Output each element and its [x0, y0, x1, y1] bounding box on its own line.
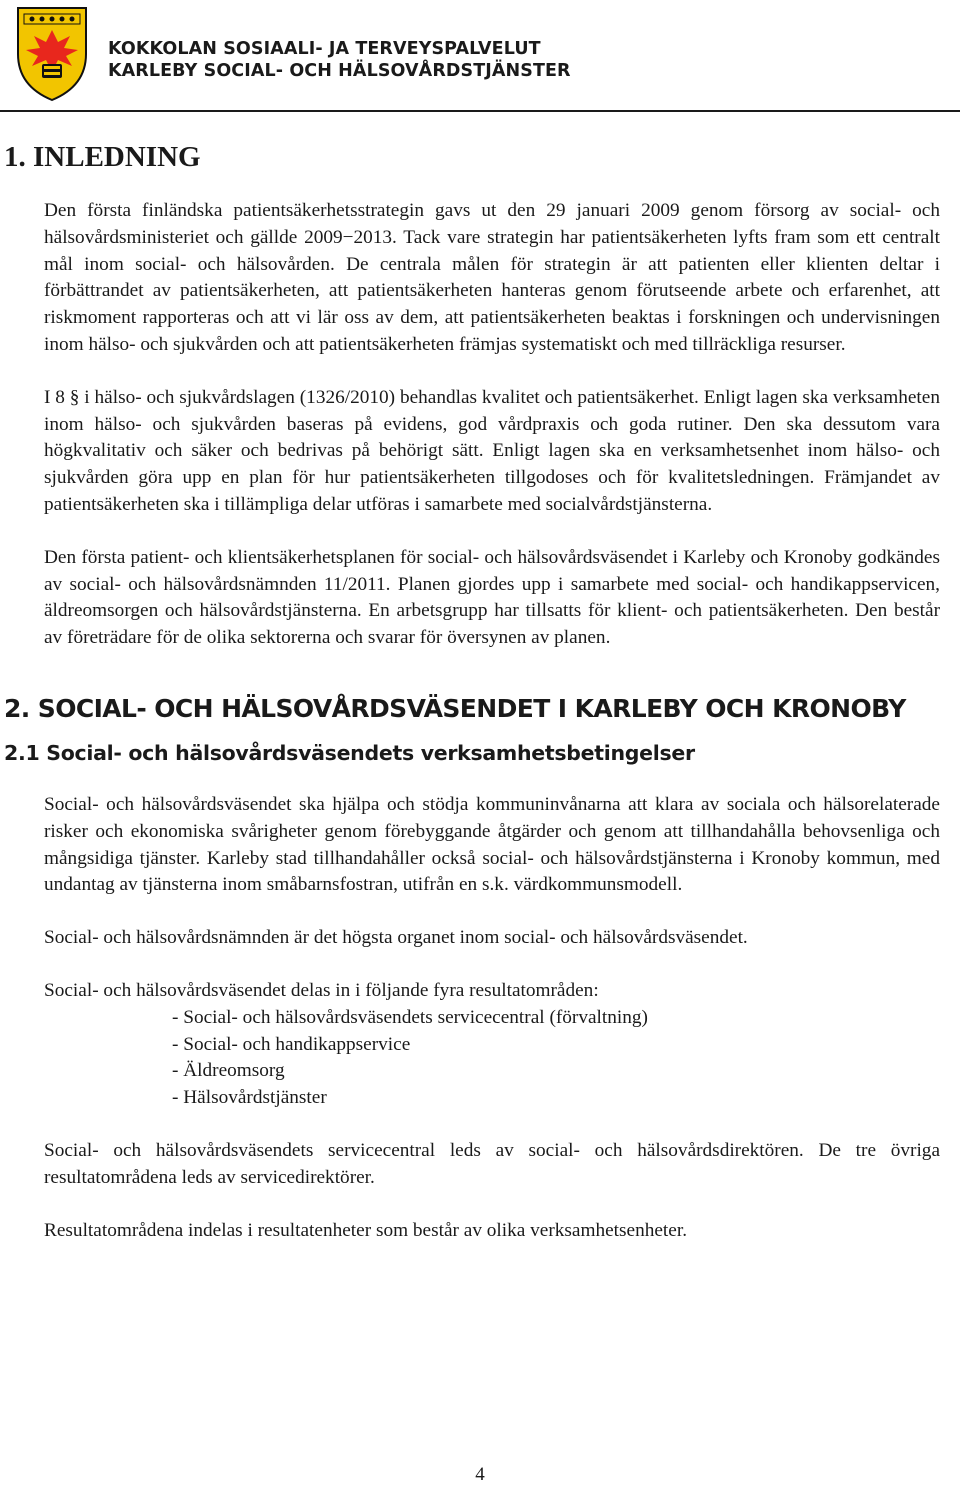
- intro-paragraph-3: Den första patient- och klientsäkerhetsplanen för social- och hälsovårdsväsendet i Karleby och Kronoby godkändes av social- och hälsovårdsnämnden 11/2011. Planen gjordes upp i samarbete med social- och handikappservicen, äldreomsorgen och hälsovårdstjänsterna. En arbetsgrupp har tillsatts för klient- och patientsäkerheten. Den består av företrädare för de olika sektorerna och svarar för översynen av planen.: [44, 546, 940, 649]
- org-name-swedish: KARLEBY SOCIAL- OCH HÄLSOVÅRDSTJÄNSTER: [108, 61, 571, 81]
- list-item: - Social- och hälsovårdsväsendets servicecentral (förvaltning): [172, 1006, 648, 1028]
- section-2-heading: 2. SOCIAL- OCH HÄLSOVÅRDSVÄSENDET I KARLEBY OCH KRONOBY: [4, 693, 906, 723]
- intro-paragraph-1: Den första finländska patientsäkerhetsstrategin gavs ut den 29 januari 2009 genom försorg av social- och hälsovårdsministeriet och gällde 2009−2013. Tack vare strategin har patientsäkerheten lyfts fram som ett centralt mål inom social- och hälsovården. De centrala målen för strategin är att patienten eller klienten deltar i förbättrandet av patientsäkerheten, att patientsäkerheten hanteras genom förutseende arbete och erfarenhet, att riskmoment rapporteras och att vi lär oss av dem, att patientsäkerheten beaktas i forskningen och undervisningen inom hälso- och sjukvården och att patientsäkerheten främjas systematiskt och med tillräckliga resurser.: [44, 200, 940, 355]
- letterhead: [0, 0, 960, 110]
- section-2-paragraph-4: Social- och hälsovårdsväsendets servicecentral leds av social- och hälsovårdsdirektören. De tre övriga resultatområdena leds av servicedirektörer.: [44, 1139, 940, 1188]
- section-1-heading: 1. INLEDNING: [4, 141, 201, 173]
- coat-of-arms-icon: [14, 2, 90, 102]
- list-item: - Hälsovårdstjänster: [172, 1087, 327, 1109]
- org-name-finnish: KOKKOLAN SOSIAALI- JA TERVEYSPALVELUT: [108, 39, 541, 59]
- intro-paragraph-2: I 8 § i hälso- och sjukvårdslagen (1326/2010) behandlas kvalitet och patientsäkerhet. Enligt lagen ska verksamheten inom hälso- och sjukvården baseras på evidens, god vårdpraxis och goda rutiner. Den ska dessutom vara högkvalitativ och säker och bedrivas på behörigt sätt. Enligt lagen ska en verksamhetsenhet inom hälso- och sjukvården göra upp en plan för hur patientsäkerheten tillgodoses och för kvalitetsledningen. Främjandet av patientsäkerheten ska i tillämpliga delar utföras i samarbete med socialvårdstjänsterna.: [44, 386, 940, 515]
- list-item: - Social- och handikappservice: [172, 1033, 411, 1055]
- organization-name: [108, 38, 571, 82]
- page-number: 4: [475, 1464, 485, 1485]
- section-2-1-heading: 2.1 Social- och hälsovårdsväsendets verksamhetsbetingelser: [4, 740, 695, 765]
- document-body: [4, 138, 940, 1244]
- header-divider: [0, 110, 960, 112]
- section-2-paragraph-2: Social- och hälsovårdsnämnden är det högsta organet inom social- och hälsovårdsväsendet.: [44, 927, 748, 949]
- list-item: - Äldreomsorg: [172, 1060, 285, 1082]
- section-2-paragraph-1: Social- och hälsovårdsväsendet ska hjälpa och stödja kommuninvånarna att klara av sociala och hälsorelaterade risker och ekonomiska svårigheter genom förebyggande åtgärder och genom att tillhandahålla behovsenliga och mångsidiga tjänster. Karleby stad tillhandahåller också social- och hälsovårdstjänsterna i Kronoby kommun, med undantag av tjänsterna inom småbarnsfostran, utifrån en s.k. värdkommunsmodell.: [44, 793, 940, 896]
- section-2-paragraph-3: Social- och hälsovårdsväsendet delas in i följande fyra resultatområden:: [44, 979, 599, 1001]
- result-areas-list: [44, 1005, 940, 1112]
- section-2-paragraph-5: Resultatområdena indelas i resultatenheter som består av olika verksamhetsenheter.: [44, 1219, 688, 1241]
